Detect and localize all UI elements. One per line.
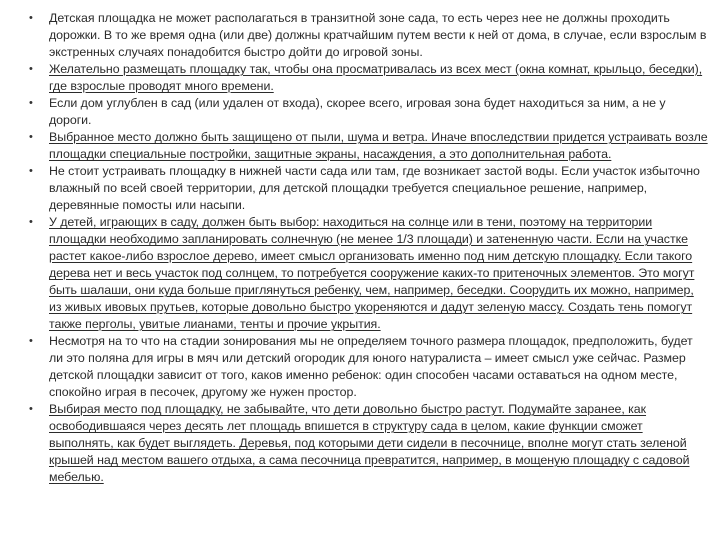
list-item: [0, 333, 720, 401]
list-item: [0, 163, 720, 214]
list-item: [0, 10, 720, 61]
bullet-icon: •: [29, 63, 33, 75]
bullet-icon: •: [29, 97, 33, 109]
list-item-text: Если дом углублен в сад (или удален от входа), скорее всего, игровая зона будет находиться за ним, а не у дороги.: [49, 96, 666, 127]
bullet-icon: •: [29, 165, 33, 177]
list-item-text: Не стоит устраивать площадку в нижней части сада или там, где возникает застой воды. Если участок избыточно влажный по всей своей территории, для детской площадки требуется специальное решение, например, деревянные помосты или насыпи.: [49, 164, 700, 212]
list-item-text: Желательно размещать площадку так, чтобы она просматривалась из всех мест (окна комнат, крыльцо, беседки), где взрослые проводят много времени.: [49, 62, 703, 93]
list-item-text: Детская площадка не может располагаться в транзитной зоне сада, то есть через нее не должны проходить дорожки. В то же время одна (или две) должны кратчайшим путем вести к ней от дома, в случае, если взрослым в экстренных случаях понадобится быстро дойти до игровой зоны.: [49, 11, 707, 59]
list-item-text: У детей, играющих в саду, должен быть выбор: находиться на солнце или в тени, поэтому на территории площадки необходимо запланировать солнечную (не менее 1/3 площади) и затененную части. Если на участке растет какое-либо взрослое дерево, имеет смысл организовать именно под ним детскую площадку. Если такого дерева нет и весь участок под солнцем, то потребуется сооружение каких-то притеночных элементов. Это могут быть шалаши, они куда больше приглянуться ребенку, чем, например, беседки. Соорудить их можно, например, из живых ивовых прутьев, которые довольно быстро укореняются и дадут зеленую массу. Создать тень помогут также перголы, увитые лианами, тенты и прочие укрытия.: [49, 215, 695, 331]
bullet-list: [0, 10, 720, 486]
bullet-icon: •: [29, 12, 33, 24]
list-item: [0, 129, 720, 163]
list-item: [0, 401, 720, 486]
bullet-icon: •: [29, 216, 33, 228]
list-item: [0, 95, 720, 129]
bullet-icon: •: [29, 335, 33, 347]
list-item-text: Несмотря на то что на стадии зонирования мы не определяем точного размера площадок, предположить, будет ли это поляна для игры в мяч или детский огородик для юного натуралиста – имеет смысл уже сейчас. Размер детской площадки зависит от того, каков именно ребенок: один способен часами оставаться на одном месте, спокойно играя в песочек, другому же нужен простор.: [49, 334, 693, 399]
list-item: [0, 61, 720, 95]
list-item-text: Выбирая место под площадку, не забывайте, что дети довольно быстро растут. Подумайте заранее, как освободившаяся через десять лет площадь впишется в структуру сада в целом, какие функции сможет выполнять, как будет выглядеть. Деревья, под которыми дети сидели в песочнице, вполне могут стать зеленой крышей над местом вашего отдыха, а сама песочница превратится, например, в мощеную площадку с садовой мебелью.: [49, 402, 690, 484]
list-item: [0, 214, 720, 333]
bullet-icon: •: [29, 403, 33, 415]
list-item-text: Выбранное место должно быть защищено от пыли, шума и ветра. Иначе впоследствии придется устраивать возле площадки специальные постройки, защитные экраны, насаждения, а это дополнительная работа.: [49, 130, 708, 161]
bullet-icon: •: [29, 131, 33, 143]
document-page: [0, 10, 720, 486]
